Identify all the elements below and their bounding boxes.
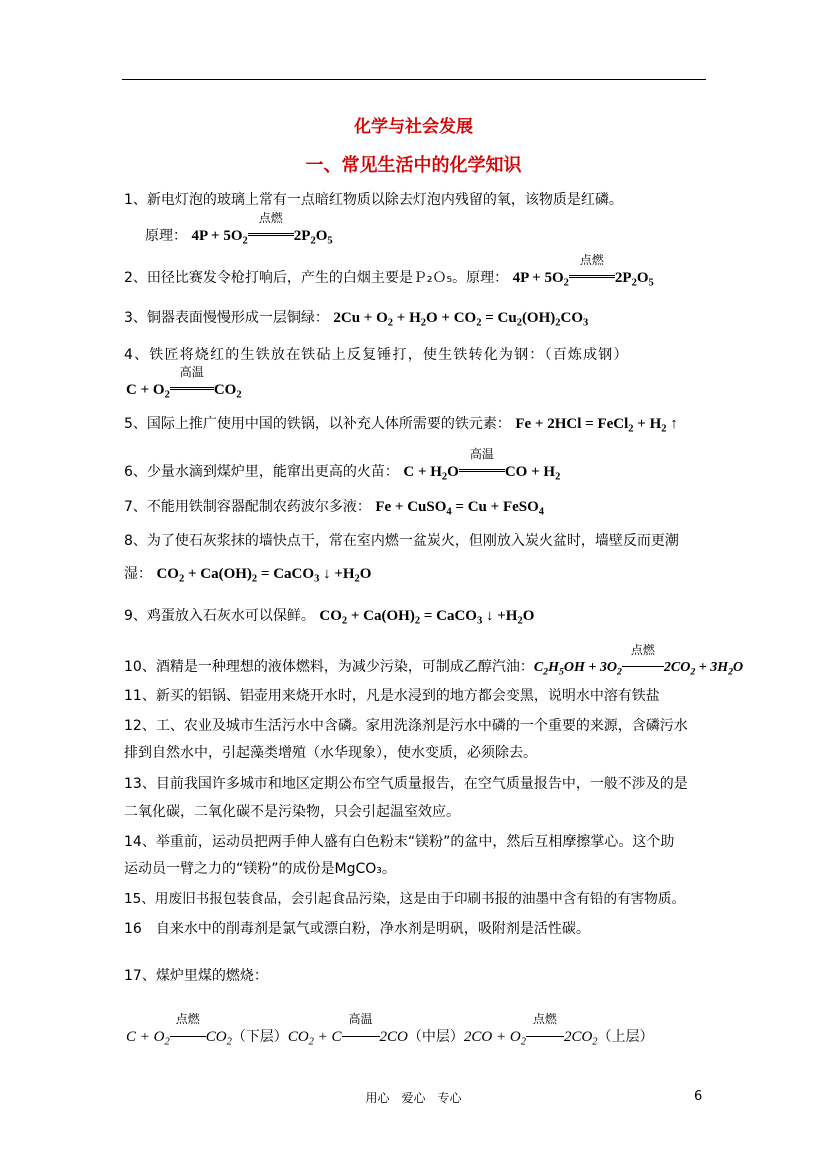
item-11: 11、新买的铝锅、铝壶用来烧开水时，凡是水浸到的地方都会变黑，说明水中溶有铁盐 <box>124 688 660 704</box>
equation-6: $C + H_2O$ 高温 CO + $H_2$ <box>403 447 561 483</box>
item-15: 15、用废旧书报包装食品，会引起食品污染，这是由于印刷书报的油墨中含有铅的有害物质。 <box>124 891 686 907</box>
label-upper-layer: （上层） <box>597 1029 654 1045</box>
condition-ignite: 点燃 <box>175 1012 200 1026</box>
item-8-text: 湿： <box>124 566 152 582</box>
item-3-text: 3、铜器表面慢慢形成一层铜绿： <box>124 310 329 326</box>
item-6-text: 6、少量水滴到煤炉里，能窜出更高的火苗： <box>124 464 399 480</box>
equation-3: $2Cu + O_2 + H_2O + CO_2 = Cu_2(OH)_2CO_3$ <box>333 310 589 329</box>
equation-2: $4P + 5O_2$ 点燃 $2P_2O_5$ <box>512 253 654 289</box>
equation-1: $4P + 5O_2$ 点燃 $2P_2O_5$ <box>191 211 333 247</box>
item-16: 16 自来水中的削毒剂是氯气或漂白粉，净水剂是明矾，吸附剂是活性碳。 <box>124 921 590 937</box>
equation-10: $C_2H_5OH + 3O_2$ 点燃 $2CO_2 + 3H_2O$ <box>533 643 744 678</box>
condition-high-temp: 高温 <box>469 447 494 461</box>
equation-8: $CO_2 + Ca(OH)_2$ = CaCO$_3$ ↓ $+H_2O$ <box>156 566 372 585</box>
document-title: 化学与社会发展 <box>354 117 473 137</box>
equation-lower-layer: $C + O_2$ 点燃 $CO_2$ <box>126 1012 232 1048</box>
equation-upper-layer: $2CO + O_2$ 点燃 $2CO_2$ <box>463 1012 598 1048</box>
principle-label: 原理： <box>145 228 187 244</box>
item-7 <box>124 497 544 517</box>
label-lower-layer: （下层） <box>231 1029 288 1045</box>
item-1-equation-line <box>145 211 333 247</box>
item-10-text: 10、酒精是一种理想的液体燃料，为减少污染，可制成乙醇汽油： <box>124 659 534 675</box>
equation-5: Fe + 2HCl = FeCl$_2$ + $H_2$ ↑ <box>515 416 678 435</box>
item-9 <box>124 606 534 626</box>
equation-9: $CO_2 + Ca(OH)_2$ = CaCO$_3$ ↓ $+H_2O$ <box>319 608 535 627</box>
equation-7: Fe + CuSO$_4$ = Cu + FeSO$_4$ <box>375 499 545 518</box>
item-17-equations <box>126 1012 654 1048</box>
section-title: 一、常见生活中的化学知识 <box>305 155 522 176</box>
header-rule <box>122 79 706 80</box>
item-5 <box>124 414 678 434</box>
item-12-line-2: 排到自然水中，引起藻类增殖（水华现象），使水变质，必须除去。 <box>124 745 537 761</box>
condition-high-temp: 高温 <box>179 365 204 379</box>
item-7-text: 7、不能用铁制容器配制农药波尔多液： <box>124 499 371 515</box>
page-footer: 用心 爱心 专心 <box>365 1091 462 1105</box>
item-1: 1、新电灯泡的玻璃上常有一点暗红物质以除去灯泡内残留的氧，该物质是红磷。 <box>124 192 623 208</box>
item-9-text: 9、鸡蛋放入石灰水可以保鲜。 <box>124 608 315 624</box>
item-4-equation-line <box>126 365 242 401</box>
item-4: 4、铁匠将烧红的生铁放在铁砧上反复锤打，使生铁转化为钢：（百炼成钢） <box>124 347 629 363</box>
item-12-line-1: 12、工、农业及城市生活污水中含磷。家用洗涤剂是污水中磷的一个重要的来源，含磷污水 <box>124 718 688 734</box>
item-14-line-2: 运动员一臂之力的“镁粉”的成份是MgCO₃。 <box>124 861 396 877</box>
condition-ignite: 点燃 <box>258 211 283 225</box>
equation-middle-layer: $CO_2 + C$ 高温 2CO <box>287 1012 408 1048</box>
item-8-line-1: 8、为了使石灰浆抹的墙快点干，常在室内燃一盆炭火，但刚放入炭火盆时，墙壁反而更潮 <box>124 533 679 549</box>
item-6 <box>124 447 561 483</box>
item-3 <box>124 308 588 328</box>
item-17: 17、煤炉里煤的燃烧： <box>124 968 268 984</box>
condition-ignite: 点燃 <box>630 643 655 657</box>
page-number: 6 <box>694 1089 703 1104</box>
condition-ignite: 点燃 <box>532 1012 557 1026</box>
condition-high-temp: 高温 <box>348 1012 373 1026</box>
equation-4: $C + O_2$ 高温 $CO_2$ <box>126 365 242 401</box>
item-13-line-2: 二氧化碳，二氧化碳不是污染物，只会引起温室效应。 <box>124 804 460 820</box>
item-2-text: 2、田径比赛发令枪打响后，产生的白烟主要是Ｐ₂Ｏ₅。原理： <box>124 270 509 286</box>
item-8-line-2 <box>124 564 371 584</box>
item-14-line-1: 14、举重前，运动员把两手伸人盛有白色粉末“镁粉”的盆中，然后互相摩擦掌心。这个助 <box>124 834 675 850</box>
item-2 <box>124 253 654 289</box>
condition-ignite: 点燃 <box>579 253 604 267</box>
label-middle-layer: （中层） <box>407 1029 464 1045</box>
item-13-line-1: 13、目前我国许多城市和地区定期公布空气质量报告，在空气质量报告中，一般不涉及的是 <box>124 776 688 792</box>
item-10 <box>124 643 744 678</box>
item-5-text: 5、国际上推广使用中国的铁锅，以补充人体所需要的铁元素： <box>124 416 511 432</box>
